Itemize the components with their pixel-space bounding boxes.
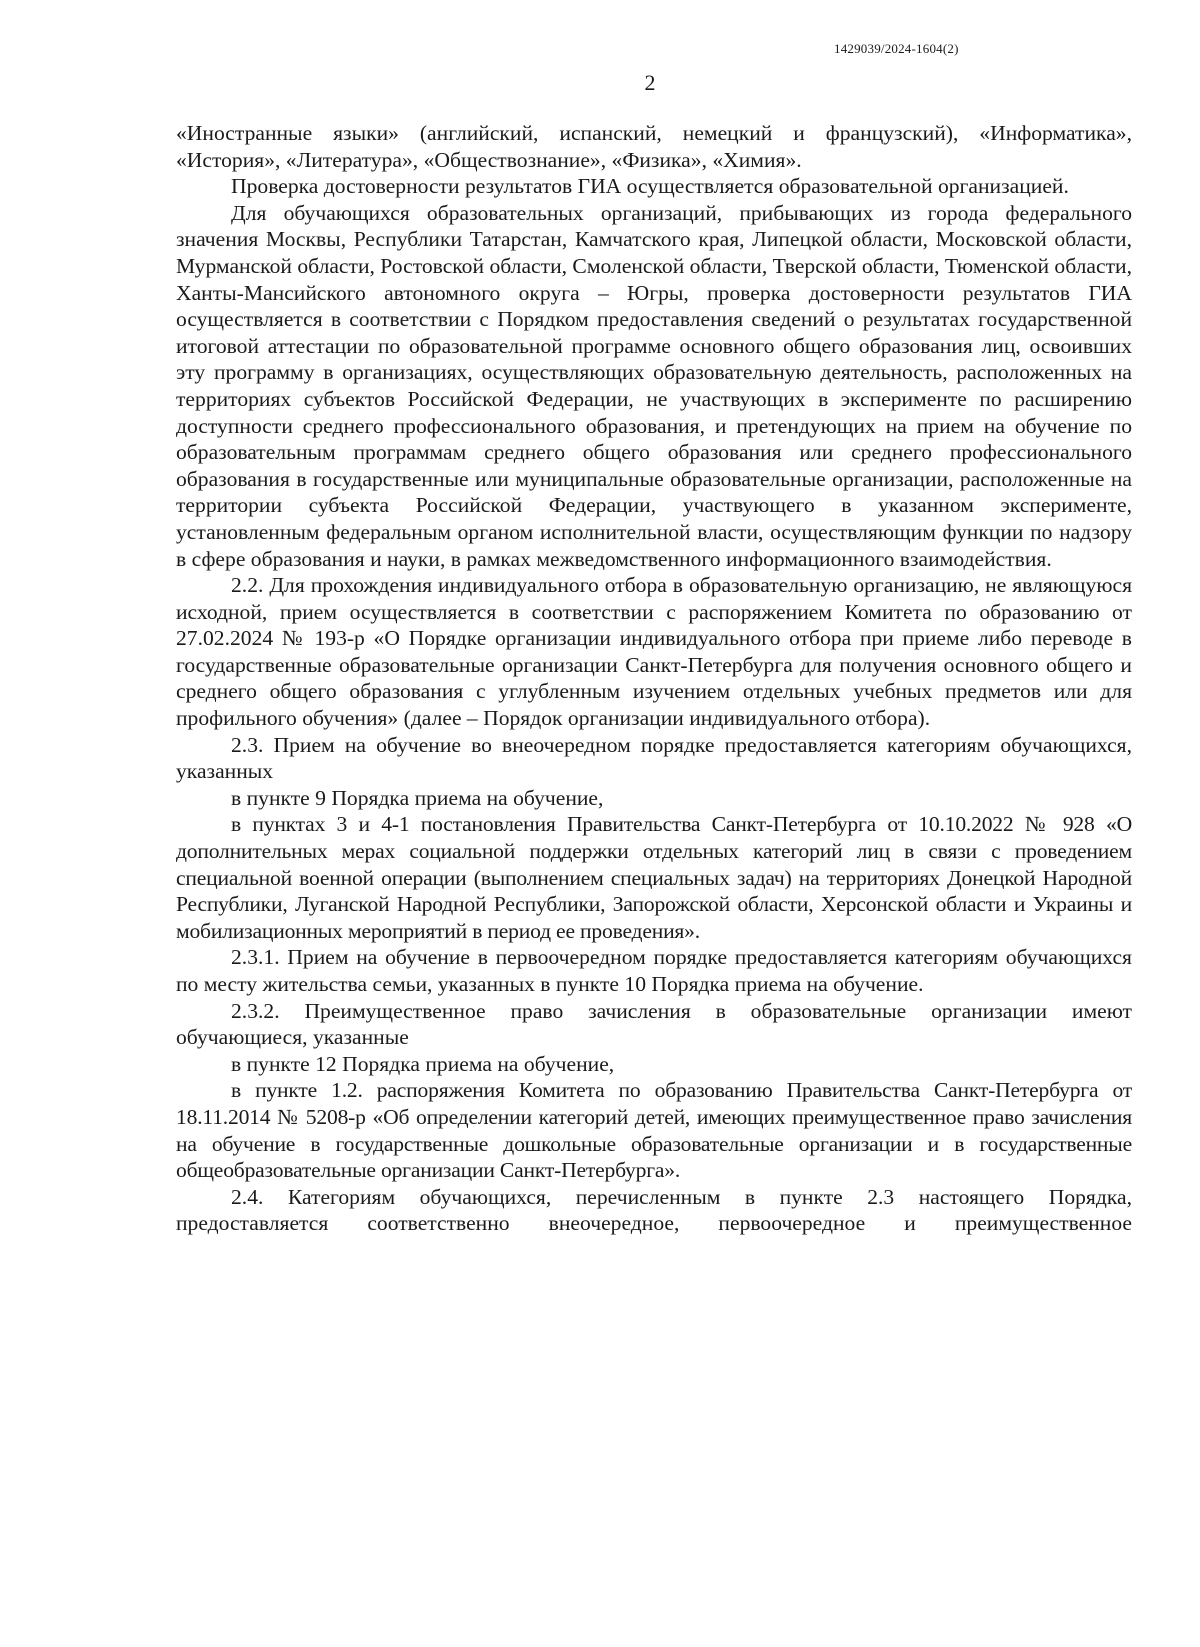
page-number: 2	[644, 70, 656, 95]
paragraph-arriving-students: Для обучающихся образовательных организаций, прибывающих из города федерального значения Москвы, Республики Татарстан, Камчатского края, Липецкой области, Московской области, Мурманской области, Ростовской области, Смоленской области, Тверской области, Тюменской области, Ханты-Мансийского автономного округа – Югры, проверка достоверности результатов ГИА осуществляется в соответствии с Порядком предоставления сведений о результатах государственной итоговой аттестации по образовательной программе основного общего образования лиц, освоивших эту программу в организациях, осуществляющих образовательную деятельность, расположенных на территориях субъектов Российской Федерации, не участвующих в эксперименте по расширению доступности среднего профессионального образования, и претендующих на прием на обучение по образовательным программам среднего общего образования или среднего профессионального образования в государственные или муниципальные образовательные организации, расположенные на территории субъекта Российской Федерации, участвующего в указанном эксперименте, установленным федеральным органом исполнительной власти, осуществляющим функции по надзору в сфере образования и науки, в рамках межведомственного информационного взаимодействия.	[176, 200, 1132, 571]
paragraph-2-3: 2.3. Прием на обучение во внеочередном порядке предоставляется категориям обучающихся, указанных	[176, 732, 1132, 784]
paragraph-2-3-2-item-2: в пункте 1.2. распоряжения Комитета по образованию Правительства Санкт-Петербурга от 18.11.2014 № 5208-р «Об определении категорий детей, имеющих преимущественное право зачисления на обучение в государственные дошкольные образовательные организации и в государственные общеобразовательные организации Санкт-Петербурга».	[176, 1078, 1132, 1183]
paragraph-subjects-continued: «Иностранные языки» (английский, испанский, немецкий и французский), «Информатика», «История», «Литература», «Обществознание», «Физика», «Химия».	[176, 121, 1132, 172]
document-registration-number: 1429039/2024-1604(2)	[834, 41, 959, 56]
paragraph-2-4: 2.4. Категориям обучающихся, перечисленным в пункте 2.3 настоящего Порядка, предоставляется соответственно внеочередное, первоочередное и преимущественное	[176, 1184, 1132, 1236]
paragraph-2-3-1: 2.3.1. Прием на обучение в первоочередном порядке предоставляется категориям обучающихся по месту жительства семьи, указанных в пункте 10 Порядка приема на обучение.	[176, 945, 1132, 996]
document-body	[176, 120, 1132, 1237]
paragraph-2-2: 2.2. Для прохождения индивидуального отбора в образовательную организацию, не являющуюся исходной, прием осуществляется в соответствии с распоряжением Комитета по образованию от 27.02.2024 № 193-р «О Порядке организации индивидуального отбора при приеме либо переводе в государственные образовательные организации Санкт-Петербурга для получения основного общего и среднего общего образования с углубленным изучением отдельных учебных предметов или для профильного обучения» (далее – Порядок организации индивидуального отбора).	[176, 573, 1132, 731]
paragraph-gia-verification: Проверка достоверности результатов ГИА осуществляется образовательной организацией.	[231, 174, 1069, 199]
paragraph-2-3-2-item-1: в пункте 12 Порядка приема на обучение,	[231, 1051, 615, 1076]
paragraph-2-3-2: 2.3.2. Преимущественное право зачисления в образовательные организации имеют обучающиеся, указанные	[176, 998, 1132, 1050]
paragraph-2-3-item-2: в пунктах 3 и 4-1 постановления Правительства Санкт-Петербурга от 10.10.2022 № 928 «О дополнительных мерах социальной поддержки отдельных категорий лиц в связи с проведением специальной военной операции (выполнением специальных задач) на территориях Донецкой Народной Республики, Луганской Народной Республики, Запорожской области, Херсонской области и Украины и мобилизационных мероприятий в период ее проведения».	[176, 812, 1132, 943]
paragraph-2-3-item-1: в пункте 9 Порядка приема на обучение,	[231, 785, 604, 810]
